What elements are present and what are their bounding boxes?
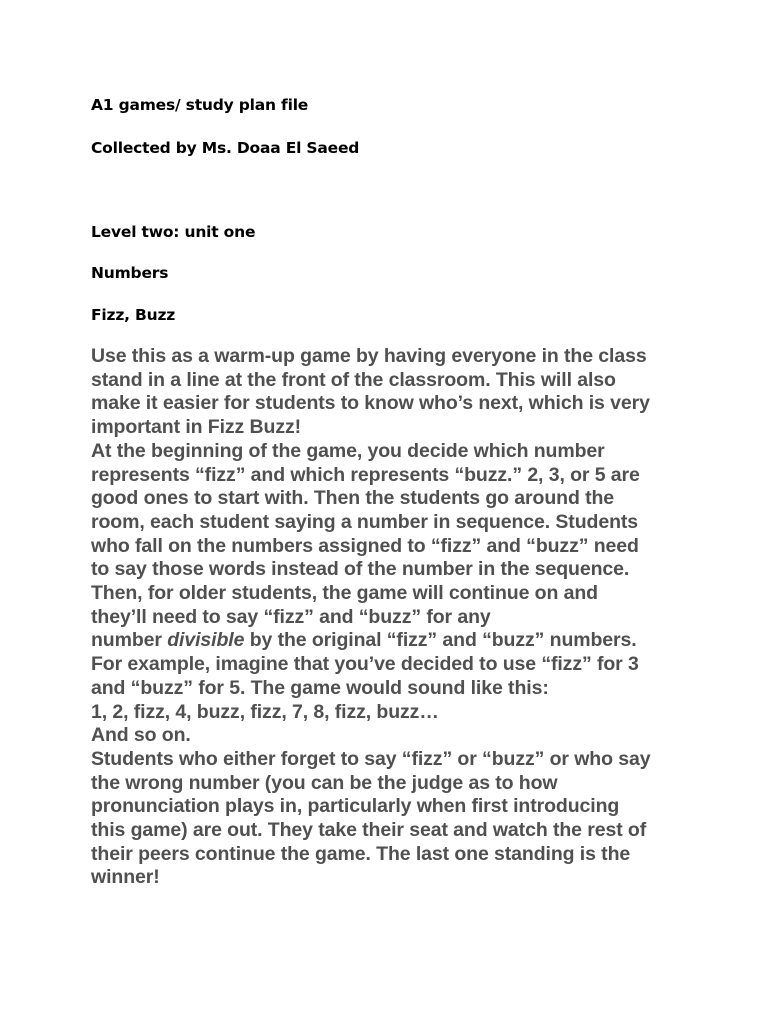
document-title: A1 games/ study plan file	[91, 96, 309, 114]
body-line: stand in a line at the front of the classroom. This will also	[91, 368, 616, 391]
body-line: Then, for older students, the game will continue on and	[91, 582, 598, 605]
body-line: and “buzz” for 5. The game would sound like this:	[91, 676, 549, 699]
body-line: this game) are out. They take their seat and watch the rest of	[91, 819, 647, 842]
body-line: make it easier for students to know who’s next, which is very	[91, 392, 650, 415]
body-line: who fall on the numbers assigned to “fizz” and “buzz” need	[91, 534, 639, 557]
body-line: Use this as a warm-up game by having everyone in the class	[91, 345, 647, 367]
body-line: represents “fizz” and which represents “buzz.” 2, 3, or 5 are	[91, 463, 640, 486]
body-line: important in Fizz Buzz!	[91, 416, 302, 439]
body-line: pronunciation plays in, particularly when first introducing	[91, 795, 620, 818]
collected-by-line: Collected by Ms. Doaa El Saeed	[91, 139, 360, 157]
body-line: to say those words instead of the number in the sequence.	[91, 558, 630, 581]
body-line: good ones to start with. Then the students go around the	[91, 487, 615, 510]
divisible-prefix: number	[91, 629, 168, 652]
body-line: winner!	[91, 866, 160, 889]
game-name-heading: Fizz, Buzz	[91, 306, 176, 324]
body-line: room, each student saying a number in sequence. Students	[91, 510, 639, 533]
game-instructions	[91, 345, 691, 890]
body-line: 1, 2, fizz, 4, buzz, fizz, 7, 8, fizz, buzz…	[91, 700, 439, 723]
level-heading: Level two: unit one	[91, 223, 256, 241]
body-line: At the beginning of the game, you decide which number	[91, 439, 605, 462]
divisible-line	[91, 629, 691, 653]
body-line: the wrong number (you can be the judge as to how	[91, 771, 558, 794]
divisible-suffix: by the original “fizz” and “buzz” numbers.	[244, 629, 637, 652]
body-line: For example, imagine that you’ve decided to use “fizz” for 3	[91, 653, 639, 676]
body-line: Students who either forget to say “fizz” or “buzz” or who say	[91, 747, 651, 770]
body-line: their peers continue the game. The last one standing is the	[91, 842, 631, 865]
body-line: they’ll need to say “fizz” and “buzz” for any	[91, 605, 491, 628]
topic-heading: Numbers	[91, 264, 169, 282]
body-line: And so on.	[91, 724, 191, 747]
divisible-emphasis: divisible	[167, 629, 245, 652]
